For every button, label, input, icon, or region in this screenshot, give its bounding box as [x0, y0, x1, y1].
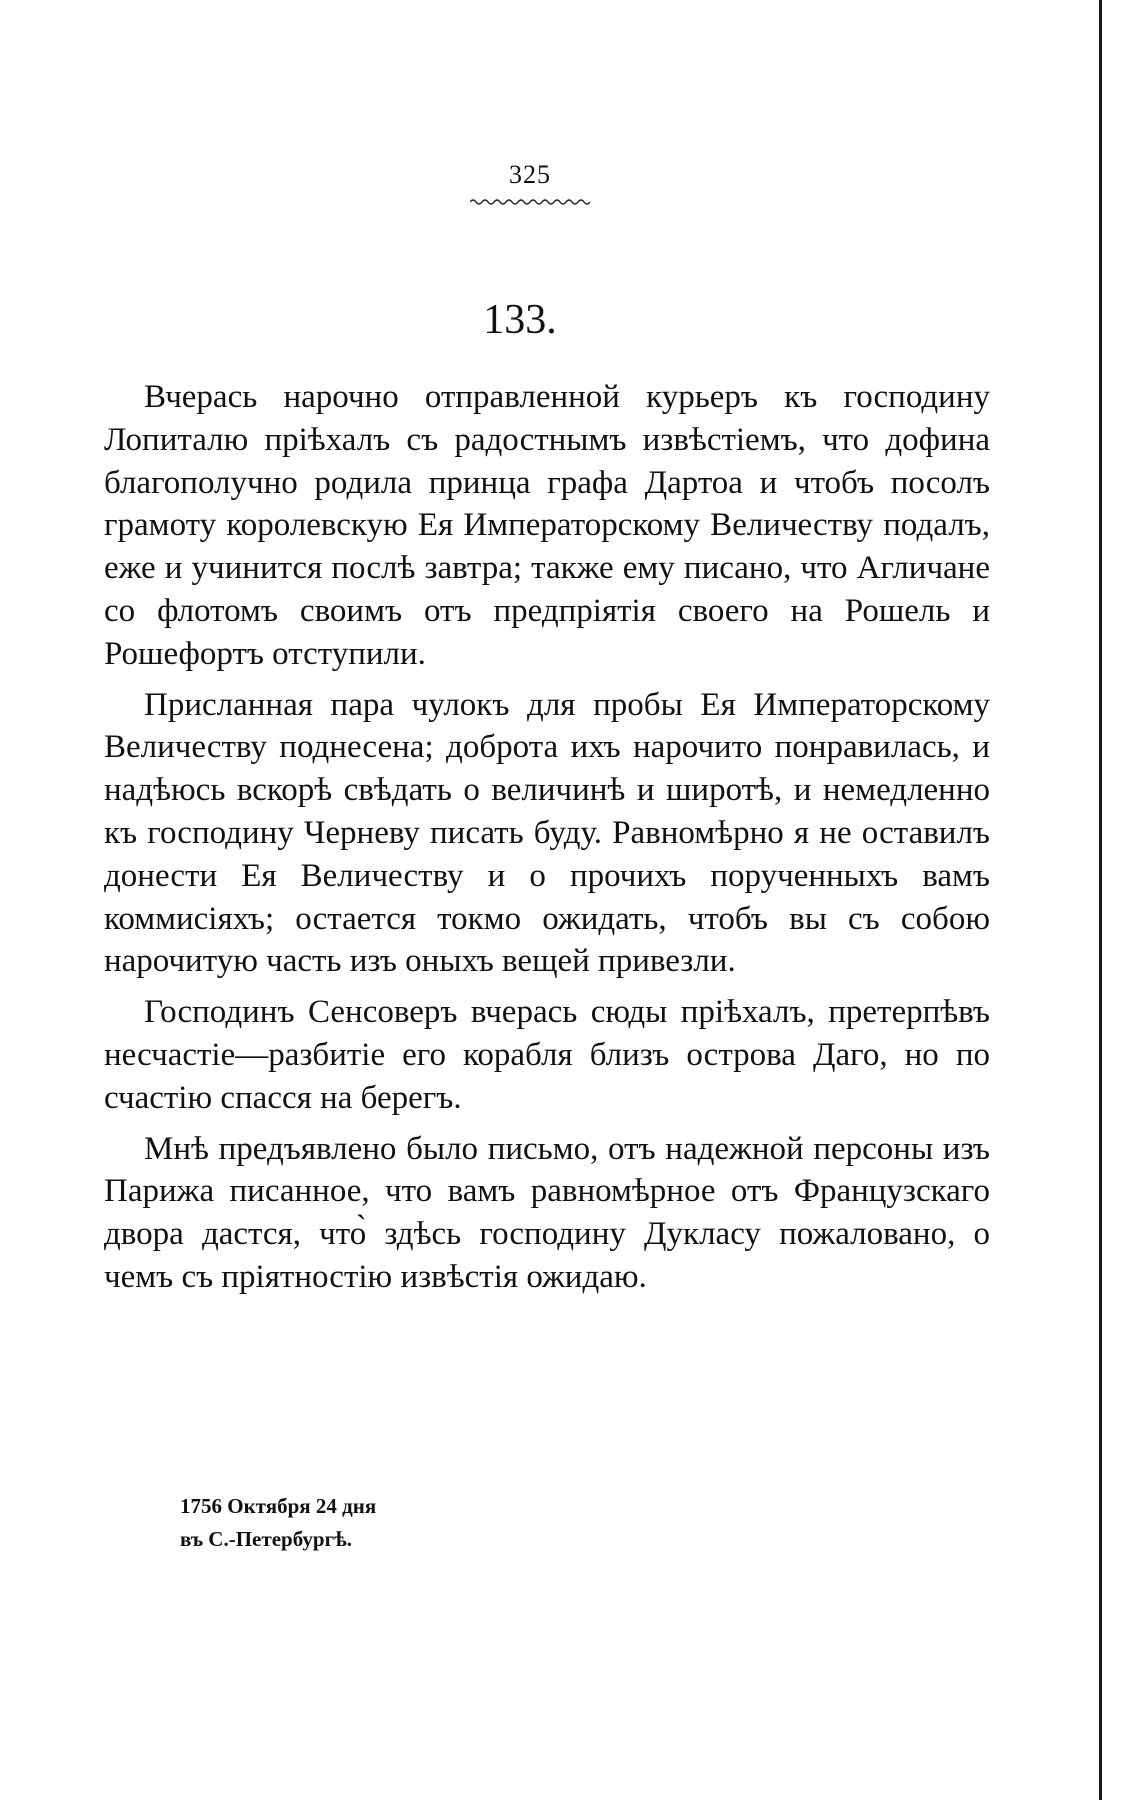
letter-body	[104, 376, 990, 1307]
signoff-date: 1756 Октября 24 дня	[180, 1494, 377, 1518]
page-edge-line	[1099, 0, 1102, 1800]
paragraph: Присланная пара чулокъ для пробы Ея Императорскому Величеству поднесена; доброта ихъ нарочито понравилась, и надѣюсь вскорѣ свѣдать о величинѣ и широтѣ, и немедленно къ господину Черневу писать буду. Равномѣрно я не оставилъ донести Ея Величеству и о прочихъ порученныхъ вамъ коммисiяхъ; остается токмо ожидать, чтобъ вы съ собою нарочитую часть изъ оныхъ вещей привезли.	[104, 686, 990, 980]
paragraph: Мнѣ предъявлено было письмо, отъ надежной персоны изъ Парижа писанное, что вамъ равномѣрное отъ Французскаго двора дастся, что̀ здѣсь господину Дукласу пожаловано, о чемъ съ прiятностiю извѣстiя ожидаю.	[104, 1130, 990, 1295]
page-number: 325	[509, 160, 551, 189]
signoff-place: въ С.-Петербургѣ.	[180, 1527, 352, 1551]
letter-number: 133.	[483, 297, 557, 343]
wavy-rule-ornament	[470, 197, 590, 207]
paragraph: Вчерась нарочно отправленной курьеръ къ господину Лопиталю прiѣхалъ съ радостнымъ извѣстiемъ, что дофина благополучно родила принца графа Дартоа и чтобъ посолъ грамоту королевскую Ея Императорскому Величеству подалъ, еже и учинится послѣ завтра; также ему писано, что Агличане со флотомъ своимъ отъ предпрiятiя своего на Рошель и Рошефортъ отступили.	[104, 379, 990, 672]
paragraph: Господинъ Сенсоверъ вчерась сюды прiѣхалъ, претерпѣвъ несчастiе—разбитiе его корабля близъ острова Даго, но по счастiю спасся на берегъ.	[104, 994, 990, 1116]
signoff-block	[180, 1490, 580, 1556]
